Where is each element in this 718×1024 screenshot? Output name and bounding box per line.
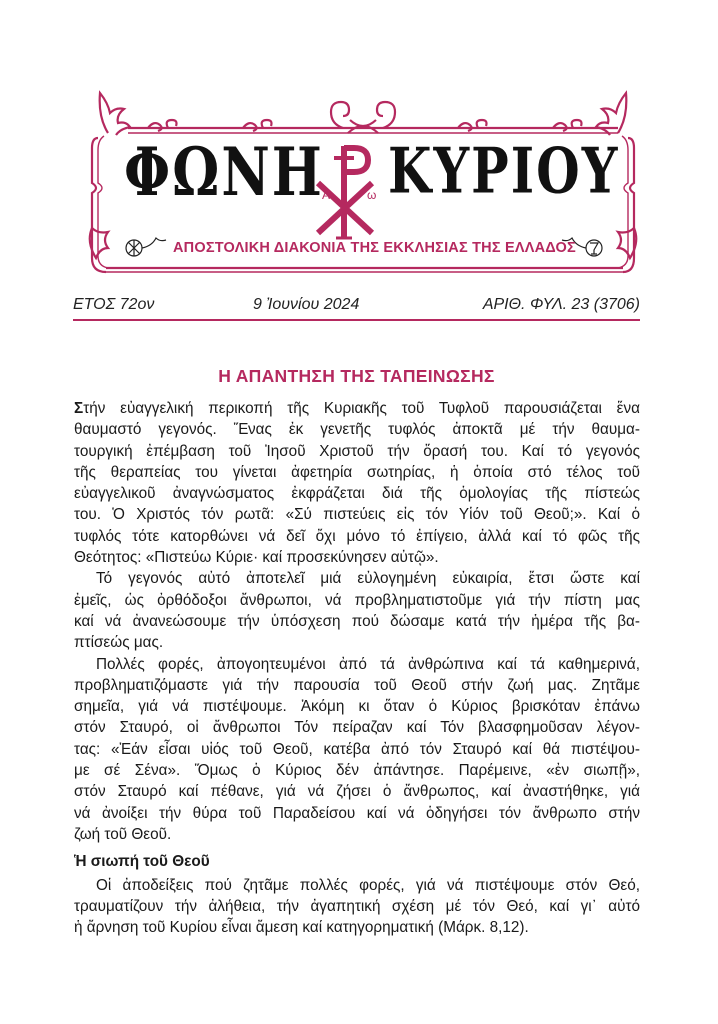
paragraph-3 <box>74 654 640 846</box>
text-line: τραυματίζουν τήν ἀλήθεια, τήν ἀγαπητική σχέση μέ τόν Θεό, καί γι᾽ αὐτό <box>74 897 640 915</box>
header-divider <box>73 319 640 321</box>
article-headline: Η ΑΠΑΝΤΗΣΗ ΤΗΣ ΤΑΠΕΙΝΩΣΗΣ <box>218 366 495 386</box>
text-line: Θεότητος: «Πιστεύω Κύριε· καί προσεκύνησεν αὐτῷ». <box>74 549 439 567</box>
text-line: τῆς θεραπείας του γίνεται ἀφετηρία σωτηρίας, ἡ ὁποία στό τέλος τοῦ <box>74 463 640 481</box>
text-line: πτίσεώς μας. <box>74 634 164 652</box>
text-line: Οἱ ἀποδείξεις πού ζητᾶμε πολλές φορές, γιά νά πιστέψουμε στόν Θεό, <box>96 876 640 894</box>
flourish-top-1 <box>148 120 177 131</box>
paragraph-2 <box>74 568 640 653</box>
flourish-top-3 <box>458 120 487 131</box>
masthead-title-left: ΦΩΝΗ <box>124 133 324 212</box>
left-emblem-icon <box>126 238 166 256</box>
text-line: εὐαγγελικοῦ ἀναγνώσματος ἐκφράζεται διά τῆς ὁμολογίας τῆς πίστεώς <box>74 485 640 503</box>
text-line: σημεῖα, γιά νά πιστέψουμε. Ἀκόμη κι ὅταν ὁ Κύριος βρισκόταν ἐπάνω <box>74 698 640 716</box>
text-line: καί νά ἀνανεώσουμε τήν ὑπόσχεση πού δώσαμε κατά τήν ἡμέρα τῆς βα- <box>74 612 640 630</box>
omega-letter: ω <box>367 188 377 202</box>
text-line: ζωή τοῦ Θεοῦ. <box>74 825 172 843</box>
paragraph-1 <box>74 398 640 568</box>
issue-date: 9 Ἰουνίου 2024 <box>253 296 360 313</box>
text-line: ἐμεῖς, ὡς ὀρθόδοξοι ἄνθρωποι, νά προβληματιστοῦμε γιά τήν πίστη μας <box>74 591 640 609</box>
text-line: στόν Σταυρό καί πέθανε, γιά νά ζήσει ὁ ἄνθρωπος, καί ἀναστήθηκε, γιά <box>74 783 640 801</box>
issue-sheet-number: ΑΡΙΘ. ΦΥΛ. 23 (3706) <box>482 296 640 313</box>
issue-info <box>73 296 640 318</box>
issue-year: ΕΤΟΣ 72ον <box>73 296 155 313</box>
text-line: νά ἀνοίξει τήν θύρα τοῦ Παραδείσου καί νά ὁδηγήσει τόν ἄνθρωπο στήν <box>74 804 640 822</box>
text-line: τουργική ἐπέμβαση τοῦ Ἰησοῦ Χριστοῦ τήν ὅρασή του. Καί τό γεγονός <box>74 442 640 460</box>
text-line: Στήν εὐαγγελική περικοπή τῆς Κυριακῆς τοῦ Τυφλοῦ παρουσιάζεται ἕνα <box>74 400 640 417</box>
flourish-top-4 <box>553 120 582 131</box>
text-line: Τό γεγονός αὐτό ἀποτελεῖ μιά εὐλογημένη εὐκαιρία, ἔτσι ὥστε καί <box>96 570 640 588</box>
text-line: θαυμαστό γεγονός. Ἕνας ἐκ γενετῆς τυφλός ἀποκτᾶ μέ τήν θαυμα- <box>74 421 640 439</box>
text-line: του. Ὁ Χριστός τόν ρωτᾶ: «Σύ πιστεύεις εἰς τόν Υἱόν τοῦ Θεοῦ;». Καί ὁ <box>74 506 640 524</box>
flourish-top-2 <box>243 120 272 131</box>
alpha-letter: Α <box>322 188 331 202</box>
article-body <box>74 398 640 938</box>
masthead <box>88 88 638 283</box>
drop-cap: Σ <box>74 400 84 417</box>
text-line: ἡ ἄρνηση τοῦ Κυρίου εἶναι ἄμεση καί κατηγορηματική (Μάρκ. 8,12). <box>74 919 529 937</box>
text-line: Πολλές φορές, ἀπογοητευμένοι ἀπό τά ἀνθρώπινα καί τά καθημερινά, <box>96 655 640 673</box>
text-line: τας: «Ἐάν εἶσαι υἱός τοῦ Θεοῦ, κατέβα ἀπό τόν Σταυρό καί θά πιστέψου- <box>74 740 640 758</box>
text-line: στόν Σταυρό, οἱ ἄνθρωποι Τόν πείραζαν καί Τόν βλασφημοῦσαν λέγον- <box>74 719 640 737</box>
masthead-subtitle: ΑΠΟΣΤΟΛΙΚΗ ΔΙΑΚΟΝΙΑ ΤΗΣ ΕΚΚΛΗΣΙΑΣ ΤΗΣ ΕΛΛΑΔΟΣ <box>173 240 576 256</box>
corner-leaf-top-left <box>100 93 130 135</box>
article-subheading: Ἡ σιωπή τοῦ Θεοῦ <box>74 853 210 871</box>
text-line: τυφλός τότε κατορθώνει νά δεῖ ὄχι μόνο τό ἐπίγειο, ἀλλά καί τό φῶς τῆς <box>74 527 640 545</box>
text-line: με σέ Σένα». Ὅμως ὁ Κύριος δέν ἀπάντησε. Παρέμεινε, «ἐν σιωπῇ», <box>74 762 640 780</box>
text-line: προβληματιζόμαστε γιά τήν παρουσία τοῦ Θεοῦ στήν ζωή μας. Ζητᾶμε <box>74 676 640 694</box>
paragraph-4 <box>74 875 640 939</box>
masthead-title-right: ΚΥΡΙΟΥ <box>388 133 620 208</box>
